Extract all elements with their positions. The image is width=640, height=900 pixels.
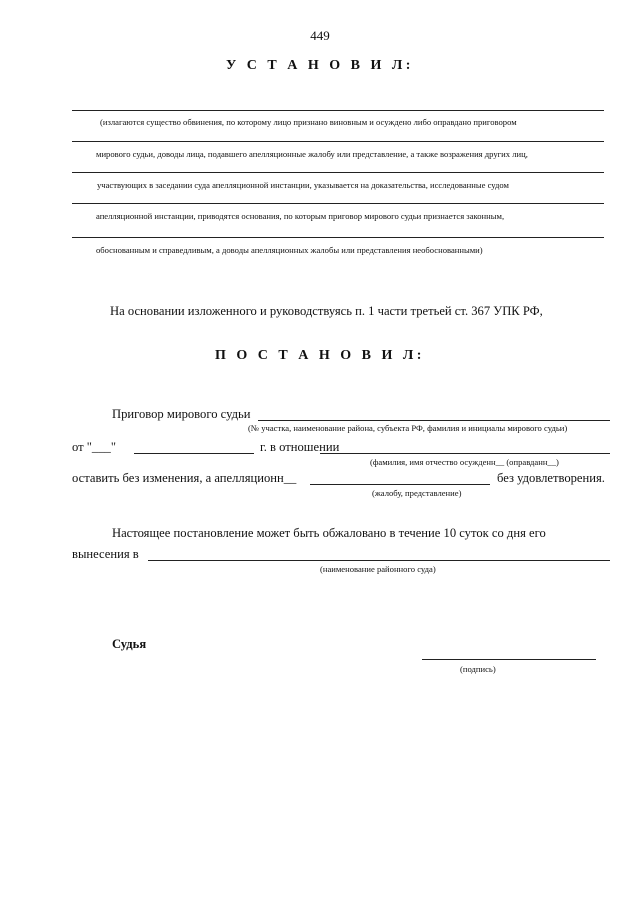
verdict-label: Приговор мирового судьи xyxy=(112,407,251,421)
court-fill-line xyxy=(148,560,610,561)
issued-in-label: вынесения в xyxy=(72,547,139,561)
court-hint: (наименование районного суда) xyxy=(320,564,436,574)
convict-hint: (фамилия, имя отчество осужденн__ (оправданн__) xyxy=(370,457,559,467)
established-hint-4: апелляционной инстанции, приводятся основания, по которым приговор мирового судьи признается законным, xyxy=(96,211,505,221)
judge-hint: (№ участка, наименование района, субъекта РФ, фамилия и инициалы мирового судьи) xyxy=(248,423,568,433)
established-hint-3: участвующих в заседании суда апелляционной инстанции, указывается на доказательства, исследованные судом xyxy=(97,180,509,190)
established-hint-2: мирового судьи, доводы лица, подавшего апелляционные жалобу или представление, а также возражения других лиц, xyxy=(96,149,528,159)
date-fill-line xyxy=(134,453,254,454)
fill-line-3 xyxy=(72,172,604,173)
basis-text: На основании изложенного и руководствуясь п. 1 части третьей ст. 367 УПК РФ, xyxy=(110,304,543,318)
fill-line-1 xyxy=(72,110,604,111)
appeal-type-fill-line xyxy=(310,484,490,485)
resolved-heading: П О С Т А Н О В И Л: xyxy=(215,348,425,363)
appeal-type-hint: (жалобу, представление) xyxy=(372,488,462,498)
judge-fill-line xyxy=(258,420,610,421)
leave-unchanged-text: оставить без изменения, а апелляционн__ xyxy=(72,471,297,485)
page-number: 449 xyxy=(310,28,330,43)
fill-line-4 xyxy=(72,203,604,204)
established-heading: У С Т А Н О В И Л: xyxy=(226,58,414,73)
established-hint-5: обоснованным и справедливым, а доводы апелляционных жалобы или представления необоснованными) xyxy=(96,245,483,255)
established-hint-1: (излагаются существо обвинения, по которому лицо признано виновным и осуждено либо оправдано приговором xyxy=(100,117,517,127)
date-prefix: от "___" xyxy=(72,440,116,454)
regarding-label: г. в отношении xyxy=(260,440,340,454)
convict-fill-line xyxy=(320,453,610,454)
fill-line-2 xyxy=(72,141,604,142)
signature-fill-line xyxy=(422,659,596,660)
appeal-notice-text: Настоящее постановление может быть обжаловано в течение 10 суток со дня его xyxy=(112,526,546,540)
judge-label: Судья xyxy=(112,637,147,651)
signature-hint: (подпись) xyxy=(460,664,496,674)
dismissed-text: без удовлетворения. xyxy=(497,471,605,485)
fill-line-5 xyxy=(72,237,604,238)
